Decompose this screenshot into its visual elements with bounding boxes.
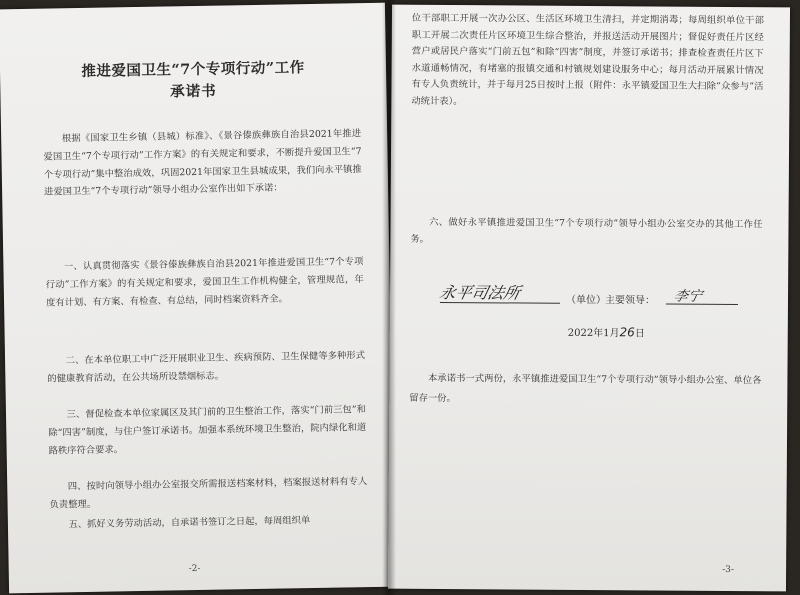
copies-note-paragraph: 本承诺书一式两份，永平镇推进爱国卫生“7个专项行动”领导小组办公室、单位各留存一份。 — [409, 372, 762, 405]
clause-1-paragraph: 一、认真贯彻落实《景谷傣族彝族自治县2021年推进爱国卫生“7个专项行动”工作方案》的有关规定和要求，爱国卫生工作机构健全，管理规范，年度有计划、有方案、有检查、有总结，同时档案资料齐全。 — [45, 256, 364, 309]
book-gutter — [382, 0, 396, 595]
left-page — [0, 3, 395, 594]
clause-4-paragraph: 四、按时向领导小组办公室报交所需报送档案材料，档案报送材料有专人负责整理。 — [49, 476, 368, 511]
date-prefix: 2022年1月 — [567, 327, 620, 340]
clause-6-paragraph: 六、做好永平镇推进爱国卫生“7个专项行动”领导小组办公室交办的其他工作任务。 — [410, 216, 763, 245]
date-suffix: 日 — [634, 328, 645, 340]
page-number-left: -2- — [188, 563, 201, 575]
date-day-handwritten: 26 — [619, 325, 635, 340]
signature-line — [437, 282, 760, 307]
intro-paragraph: 根据《国家卫生乡镇（县城）标准》、《景谷傣族彝族自治县2021年推进爱国卫生“7个专项行动”工作方案》的有关规定和要求，不断提升爱国卫生“7个专项行动”集中整治成效，巩固2021年国家卫生县城成果，我们向永平镇推进爱国卫生“7个专项行动”领导小组办公室作出如下承诺： — [43, 128, 362, 199]
clause-5-paragraph: 五、抓好义务劳动活动，自承诺书签订之日起，每周组织单 — [68, 515, 311, 531]
page-number-right: -3- — [722, 564, 734, 576]
leader-handwritten-signature: 李宁 — [672, 288, 704, 305]
clause-3-paragraph: 三、督促检查本单位家属区及其门前的卫生整治工作，落实“门前三包”和除“四害”制度，与住户签订承诺书。加强本系统环境卫生整治，院内绿化和道路秩序符合要求。 — [48, 404, 367, 457]
clause-5-continued: 位干部职工开展一次办公区、生活区环境卫生清扫，并定期消毒；每周组织单位干部职工开展二次责任片区环境卫生综合整治，并报送活动开展图片；督促好责任片区经营户或居民户落实“门前五包”和除“四害”制度，并签订承诺书；排查检查责任片区下水道通畅情况，有堵塞的报镇交通和村镇规划建设服务中心；每月活动开展累计情况有专人负责统计，并于每月25日按时上报（附件：永平镇爱国卫生大扫除“众参与”活动统计表）。 — [411, 12, 764, 107]
unit-handwritten-signature: 永平司法所 — [437, 282, 522, 303]
unit-label: （单位） — [565, 294, 607, 307]
unit-underline — [440, 302, 560, 304]
right-page — [388, 5, 790, 592]
document-title: 推进爱国卫生“7个专项行动”工作 — [81, 59, 305, 80]
document-title-line2: 承诺书 — [170, 82, 217, 101]
signing-date — [568, 324, 645, 340]
clause-2-paragraph: 二、在本单位职工中广泛开展职业卫生、疾病预防、卫生保健等多种形式的健康教育活动，在公共场所设禁烟标志。 — [47, 350, 366, 385]
leader-label: 主要领导： — [604, 295, 656, 307]
